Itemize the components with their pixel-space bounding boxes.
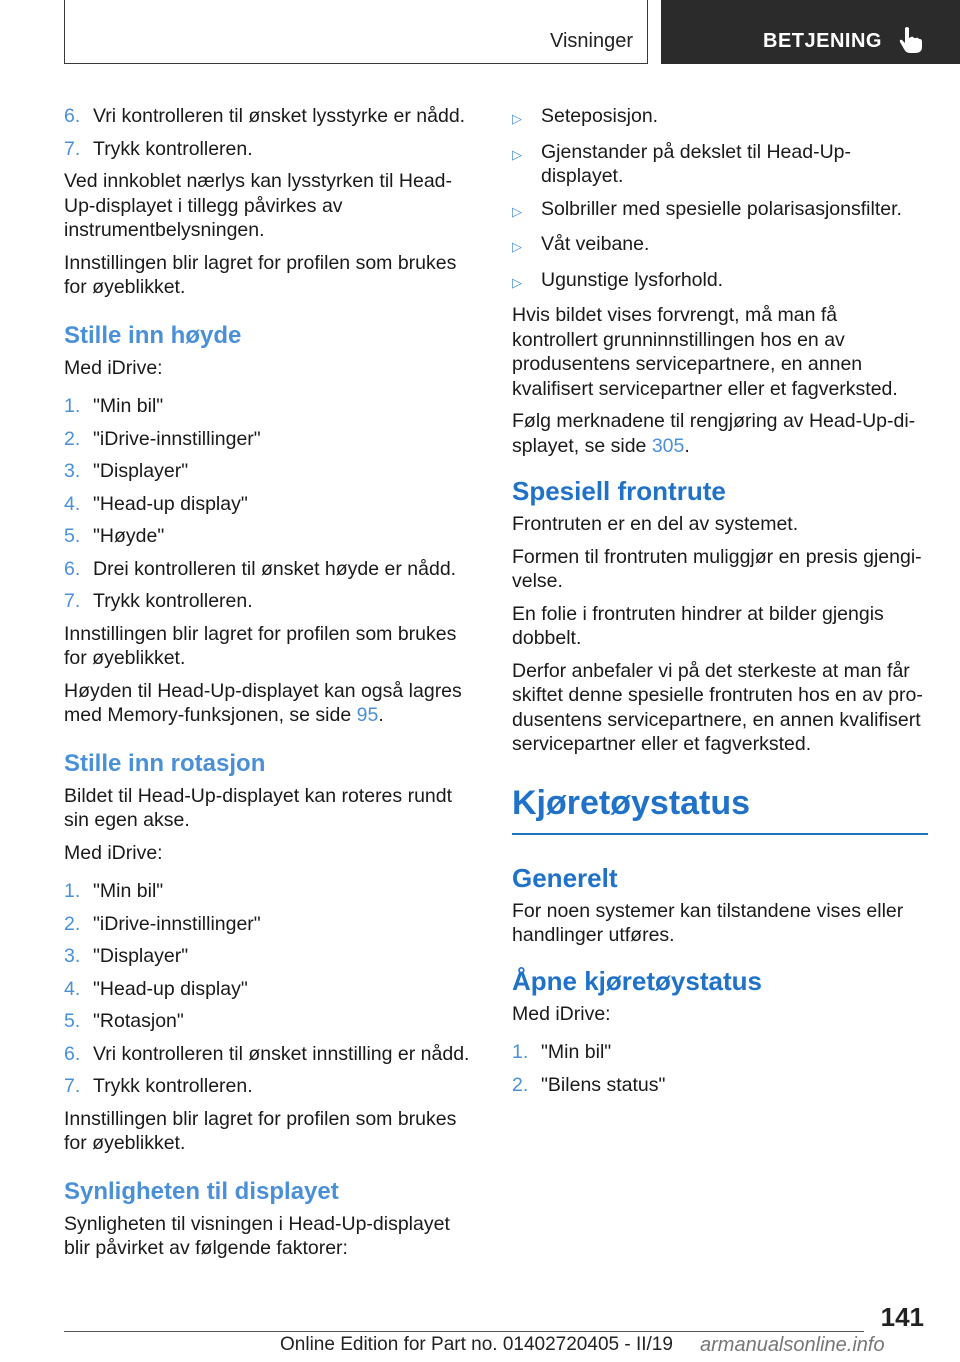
step-number: 7. (64, 1075, 81, 1097)
list-item (64, 1009, 480, 1034)
step-number: 1. (512, 1041, 529, 1063)
hand-pointer-icon (897, 26, 923, 54)
list-item (64, 977, 480, 1002)
step-text: Drei kontrolleren til ønsket høyde er nådd. (93, 557, 457, 580)
step-text: "Bilens status" (541, 1073, 666, 1096)
steps-rotation (64, 879, 480, 1099)
heading-height: Stille inn høyde (64, 321, 242, 349)
list-item (64, 912, 480, 937)
header-chapter-box (661, 0, 960, 64)
list-item (64, 459, 480, 484)
paragraph-text: Følg merknadene til rengjøring av Head-Up-displayet, se side (512, 410, 916, 457)
step-number: 4. (64, 977, 81, 1000)
heading-general: Generelt (512, 862, 618, 893)
step-number: 7. (64, 590, 81, 612)
paragraph (512, 409, 928, 458)
paragraph: Innstillingen blir lagret for profilen som brukes for øyeblikket. (64, 251, 457, 298)
list-item (64, 589, 480, 614)
step-text: "Min bil" (93, 880, 164, 902)
list-item (512, 1073, 928, 1098)
triangle-bullet-icon: ▷ (512, 203, 522, 219)
left-column (64, 104, 480, 1269)
step-text: "Head-up display" (93, 492, 248, 515)
list-item (512, 140, 928, 189)
step-number: 5. (64, 1010, 81, 1032)
paragraph: Derfor anbefaler vi på det sterkeste at man får skiftet denne spesielle frontruten hos en av produsentens servicepartnere, en annen kvalifisert servicepartner eller et fagverksted. (512, 659, 923, 755)
step-text: "Min bil" (93, 395, 164, 417)
step-text: "iDrive-innstillinger" (93, 912, 261, 935)
list-item (64, 492, 480, 517)
step-text: "Min bil" (541, 1041, 612, 1063)
heading-open-status: Åpne kjøretøystatus (512, 965, 762, 996)
right-column (512, 104, 928, 1105)
factor-text: Våt veibane. (541, 233, 650, 255)
paragraph: Innstillingen blir lagret for profilen som brukes for øyeblikket. (64, 622, 457, 669)
list-item (64, 1042, 480, 1067)
step-number: 6. (64, 557, 81, 580)
footer-divider (64, 1331, 864, 1332)
page-link[interactable]: 95 (356, 704, 379, 726)
page-number: 141 (880, 1302, 924, 1332)
triangle-bullet-icon: ▷ (512, 274, 522, 290)
factor-text: Gjenstander på dekslet til Head-Up-displayet. (541, 140, 851, 187)
heading-windshield: Spesiell frontrute (512, 476, 726, 506)
step-number: 5. (64, 525, 81, 547)
step-text: "Høyde" (93, 525, 165, 547)
step-number: 3. (64, 945, 81, 967)
paragraph: Innstillingen blir lagret for profilen som brukes for øyeblikket. (64, 1107, 457, 1154)
paragraph: Synligheten til visningen i Head-Up-displayet blir påvirket av følgende faktorer: (64, 1212, 450, 1259)
paragraph: En folie i frontruten hindrer at bilder gjengis dobbelt. (512, 602, 884, 649)
list-item (512, 1040, 928, 1065)
section-title: Visninger (549, 30, 633, 52)
triangle-bullet-icon: ▷ (512, 111, 522, 126)
idrive-label: Med iDrive: (64, 356, 163, 379)
watermark: armanualsonline.info (700, 1334, 885, 1356)
step-number: 2. (64, 912, 81, 935)
step-text: "iDrive-innstillinger" (93, 427, 261, 450)
idrive-label: Med iDrive: (64, 841, 163, 864)
step-number: 2. (512, 1073, 529, 1096)
step-text: Trykk kontrolleren. (93, 1075, 253, 1097)
factor-text: Ugunstige lysforhold. (541, 268, 724, 291)
step-text: Trykk kontrolleren. (93, 590, 253, 612)
edition-text: Online Edition for Part no. 01402720405 - II/19 (280, 1334, 673, 1355)
paragraph-text: Høyden til Head-Up-displayet kan også lagres med Memory-funksjonen, se side (64, 679, 462, 726)
paragraph-end: . (684, 434, 690, 457)
paragraph: For noen systemer kan tilstandene vises eller handlinger utføres. (512, 899, 904, 946)
step-text: "Displayer" (93, 945, 189, 967)
chapter-title: BETJENING (763, 30, 882, 52)
step-number: 7. (64, 137, 81, 160)
step-number: 2. (64, 427, 81, 450)
list-item (512, 104, 928, 132)
list-item (64, 557, 480, 582)
list-item (512, 268, 928, 296)
idrive-label: Med iDrive: (512, 1002, 611, 1025)
paragraph: Formen til frontruten muliggjør en presis gjengivelse. (512, 545, 922, 592)
step-text: "Displayer" (93, 460, 189, 482)
triangle-bullet-icon: ▷ (512, 239, 522, 254)
header-section-box (64, 0, 648, 64)
list-item (64, 394, 480, 419)
step-number: 4. (64, 492, 81, 515)
paragraph: Frontruten er en del av systemet. (512, 513, 799, 535)
list-item (512, 197, 928, 225)
step-text: "Head-up display" (93, 977, 248, 1000)
list-item (512, 232, 928, 260)
heading-vehicle-status: Kjøretøystatus (512, 783, 928, 835)
step-text: Vri kontrolleren til ønsket lysstyrke er nådd. (93, 105, 466, 127)
heading-rotation: Stille inn rotasjon (64, 749, 266, 777)
list-item (64, 427, 480, 452)
step-number: 3. (64, 460, 81, 482)
triangle-bullet-icon: ▷ (512, 146, 522, 162)
page-link[interactable]: 305 (651, 434, 685, 457)
paragraph: Bildet til Head-Up-displayet kan roteres rundt sin egen akse. (64, 784, 453, 831)
list-item (64, 879, 480, 904)
factor-text: Solbriller med spesielle polarisasjonsfilter. (541, 197, 902, 220)
step-number: 6. (64, 1042, 81, 1065)
steps-height (64, 394, 480, 614)
step-number: 1. (64, 880, 81, 902)
step-text: Vri kontrolleren til ønsket innstilling er nådd. (93, 1042, 470, 1065)
list-item (64, 1074, 480, 1099)
factor-text: Seteposisjon. (541, 105, 659, 127)
paragraph: Hvis bildet vises forvrengt, må man få kontrollert grunninnstillingen hos en av produsentens servicepartnere, en annen kvalifisert servicepartner eller et fagverksted. (512, 304, 898, 400)
paragraph-end: . (378, 704, 384, 726)
steps-status (512, 1040, 928, 1097)
steps-brightness (64, 104, 480, 161)
step-number: 1. (64, 395, 81, 417)
list-item (64, 137, 480, 162)
paragraph (64, 679, 480, 728)
step-text: Trykk kontrolleren. (93, 137, 253, 160)
step-number: 6. (64, 105, 81, 127)
list-item (64, 104, 480, 129)
step-text: "Rotasjon" (93, 1010, 184, 1032)
paragraph: Ved innkoblet nærlys kan lysstyrken til Head-Up-displayet i tillegg påvirkes av instrumentbelysningen. (64, 170, 453, 241)
heading-visibility: Synligheten til displayet (64, 1177, 339, 1205)
list-item (64, 524, 480, 549)
factor-list (512, 104, 928, 295)
list-item (64, 944, 480, 969)
